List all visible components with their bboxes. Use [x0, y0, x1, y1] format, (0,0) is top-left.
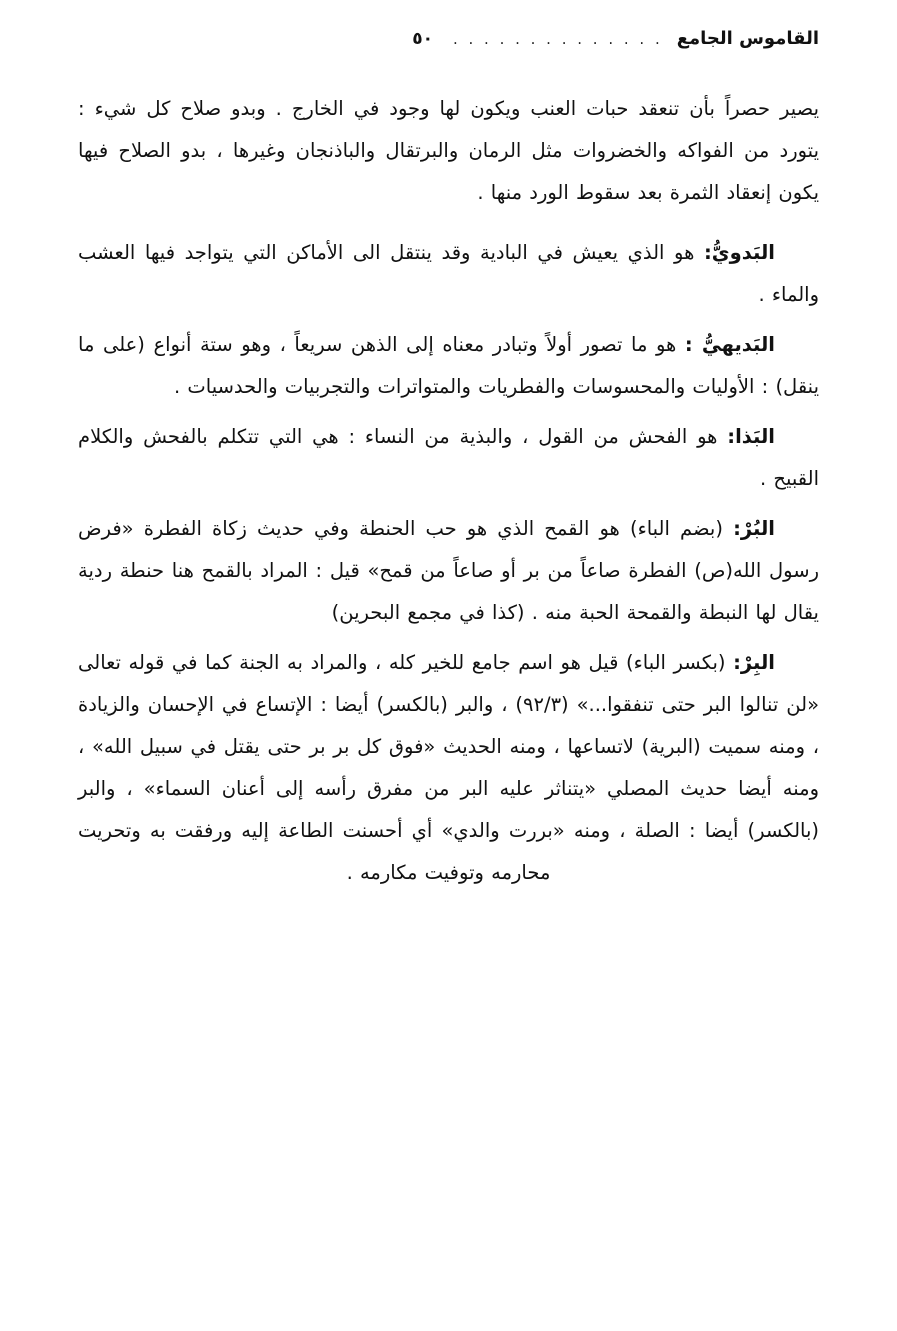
entry-term: البُرْ: — [733, 517, 775, 540]
entry-birr — [78, 642, 819, 894]
entry-term: البِرْ: — [733, 651, 775, 674]
entry-definition: (بضم الباء) هو القمح الذي هو حب الحنطة وفي حديث زكاة الفطرة «فرض رسول الله(ص) الفطرة صاعاً من بر أو صاعاً من قمح» قيل : المراد بالقمح هنا حنطة ردية يقال لها النبطة والقمحة الحبة منه . (كذا في مجمع البحرين) — [78, 517, 819, 624]
entry-definition: هو ما تصور أولاً وتبادر معناه إلى الذهن سريعاً ، وهو ستة أنواع (على ما ينقل) : الأوليات والمحسوسات والفطريات والمتواترات والتجربيات والحدسيات . — [78, 333, 819, 398]
header-dot-leader: . . . . . . . . . . . . . . — [452, 30, 663, 48]
entry-term: البَدويُّ: — [703, 241, 775, 264]
entry-definition: (بكسر الباء) قيل هو اسم جامع للخير كله ، والمراد به الجنة كما في قوله تعالى «لن تنالوا البر حتى تنفقوا...» (٩٢/٣) ، والبر (بالكسر) أيضا : الإتساع في الإحسان والزيادة ، ومنه سميت (البرية) لاتساعها ، ومنه الحديث «فوق كل بر بر حتى يقتل في سبيل الله» ، ومنه أيضا حديث المصلي «يتناثر عليه البر من مفرق رأسه إلى أعنان السماء» ، والبر (بالكسر) أيضا : الصلة ، ومنه «بررت والدي» أي أحسنت الطاعة إليه ورفقت به وتحريت محارمه وتوفيت مكارمه . — [78, 651, 819, 884]
entry-term: البَديهيُّ : — [684, 333, 775, 356]
paragraph-text: يصير حصراً بأن تنعقد حبات العنب ويكون لها وجود في الخارج . وبدو صلاح كل شيء : يتورد من الفواكه والخضروات مثل الرمان والبرتقال والباذنجان وغيرها ، بدو الصلاح فيها يكون إنعقاد الثمرة بعد سقوط الورد منها . — [78, 97, 819, 204]
entry-term: البَذا: — [727, 425, 775, 448]
entry-burr — [78, 508, 819, 634]
page-header — [78, 28, 819, 49]
entry-badihi — [78, 324, 819, 408]
paragraph-grapes — [78, 88, 819, 214]
page-number: ٥٠ — [412, 29, 433, 49]
book-title: القاموس الجامع — [676, 28, 819, 49]
entry-definition: هو الفحش من القول ، والبذية من النساء : هي التي تتكلم بالفحش والكلام القبيح . — [78, 425, 819, 490]
page-body — [78, 88, 819, 896]
entry-definition: هو الذي يعيش في البادية وقد ينتقل الى الأماكن التي يتواجد فيها العشب والماء . — [78, 241, 819, 306]
entry-badha — [78, 416, 819, 500]
entry-badawi — [78, 232, 819, 316]
